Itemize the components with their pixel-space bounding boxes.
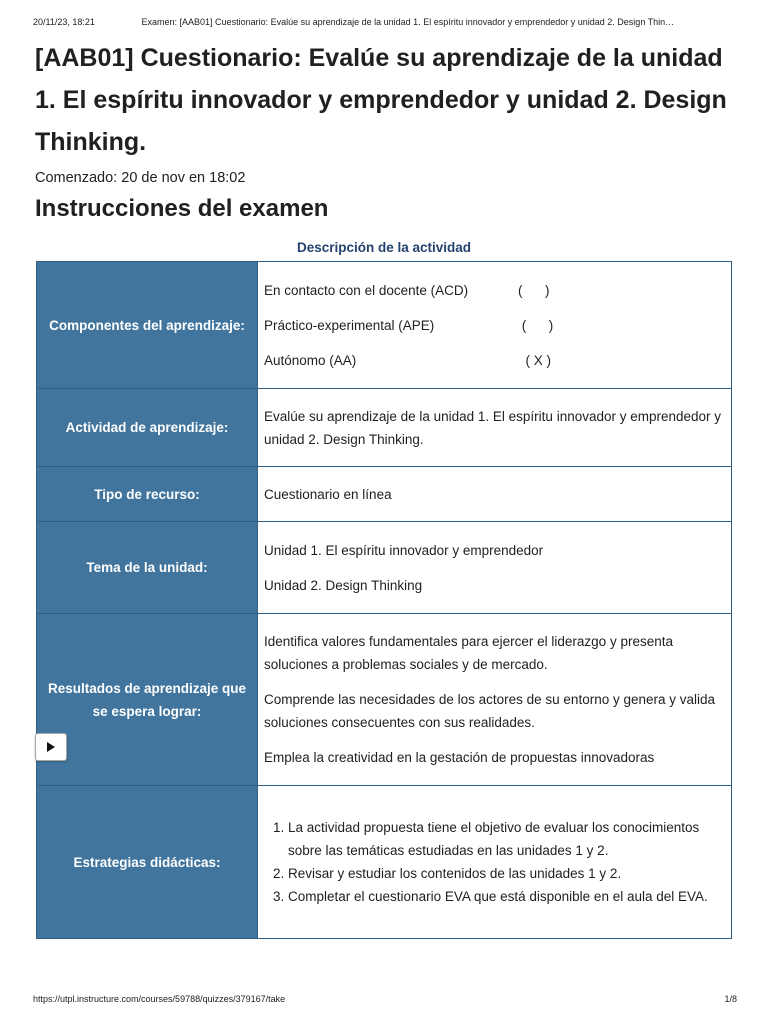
print-url: https://utpl.instructure.com/courses/59788/quizzes/379167/take: [33, 994, 286, 1004]
row-value-tema: [258, 522, 732, 614]
table-row: [37, 467, 732, 522]
play-icon: [47, 742, 55, 752]
row-value-actividad: Evalúe su aprendizaje de la unidad 1. El espíritu innovador y emprendedor y unidad 2. Design Thinking.: [258, 389, 732, 467]
table-row: [37, 786, 732, 939]
table-row: [37, 522, 732, 614]
table-caption: Descripción de la actividad: [296, 240, 472, 255]
print-header: [33, 17, 738, 27]
list-item: 1. La actividad propuesta tiene el objetivo de evaluar los conocimientos sobre las temáticas estudiadas en las unidades 1 y 2.: [288, 816, 723, 862]
media-play-button[interactable]: [35, 733, 67, 761]
component-item: [264, 349, 723, 372]
tema-item: Unidad 1. El espíritu innovador y emprendedor: [264, 542, 544, 558]
print-page-title: Examen: [AAB01] Cuestionario: Evalúe su aprendizaje de la unidad 1. El espíritu innovador y emprendedor y unidad 2. Design Thin…: [141, 17, 675, 27]
instructions-heading: Instrucciones del examen: [35, 195, 329, 222]
resultado-item: Emplea la creatividad en la gestación de propuestas innovadoras: [264, 750, 655, 765]
component-name: Autónomo (AA): [264, 352, 357, 368]
row-value-estrategias: [258, 786, 732, 939]
component-mark: ( ): [518, 282, 550, 298]
print-page-number: 1/8: [724, 994, 737, 1004]
print-footer: [33, 994, 737, 1004]
resultado-item: Identifica valores fundamentales para ejercer el liderazgo y presenta soluciones a problemas sociales y de mercado.: [264, 634, 673, 672]
table-row: [37, 262, 732, 389]
component-item: [264, 279, 723, 302]
component-name: Práctico-experimental (APE): [264, 317, 435, 333]
quiz-title: [AAB01] Cuestionario: Evalúe su aprendizaje de la unidad 1. El espíritu innovador y emprendedor y unidad 2. Design Thinking.: [35, 44, 727, 156]
started-label: Comenzado:: [35, 170, 118, 186]
activity-description-table: [36, 261, 732, 939]
row-header-tema: Tema de la unidad:: [37, 522, 258, 614]
list-item: 2. Revisar y estudiar los contenidos de las unidades 1 y 2.: [288, 862, 723, 885]
row-header-estrategias: Estrategias didácticas:: [37, 786, 258, 939]
started-info: [35, 170, 245, 186]
row-value-componentes: [258, 262, 732, 389]
table-row: [37, 389, 732, 467]
print-timestamp: 20/11/23, 18:21: [33, 17, 95, 27]
tema-item: Unidad 2. Design Thinking: [264, 577, 423, 593]
row-value-resultados: [258, 614, 732, 786]
component-mark: ( X ): [518, 352, 551, 368]
list-item: 3. Completar el cuestionario EVA que está disponible en el aula del EVA.: [288, 885, 723, 908]
row-header-actividad: Actividad de aprendizaje:: [37, 389, 258, 467]
table-row: [37, 614, 732, 786]
component-mark: ( ): [518, 317, 554, 333]
component-item: [264, 314, 723, 337]
component-name: En contacto con el docente (ACD): [264, 282, 469, 298]
strategies-list: [264, 816, 723, 908]
started-value: 20 de nov en 18:02: [121, 170, 246, 186]
row-header-componentes: Componentes del aprendizaje:: [37, 262, 258, 389]
resultado-item: Comprende las necesidades de los actores de su entorno y genera y valida soluciones consecuentes con sus realidades.: [264, 692, 716, 730]
row-value-tipo: Cuestionario en línea: [258, 467, 732, 522]
row-header-tipo: Tipo de recurso:: [37, 467, 258, 522]
row-header-resultados: Resultados de aprendizaje que se espera lograr:: [37, 614, 258, 786]
